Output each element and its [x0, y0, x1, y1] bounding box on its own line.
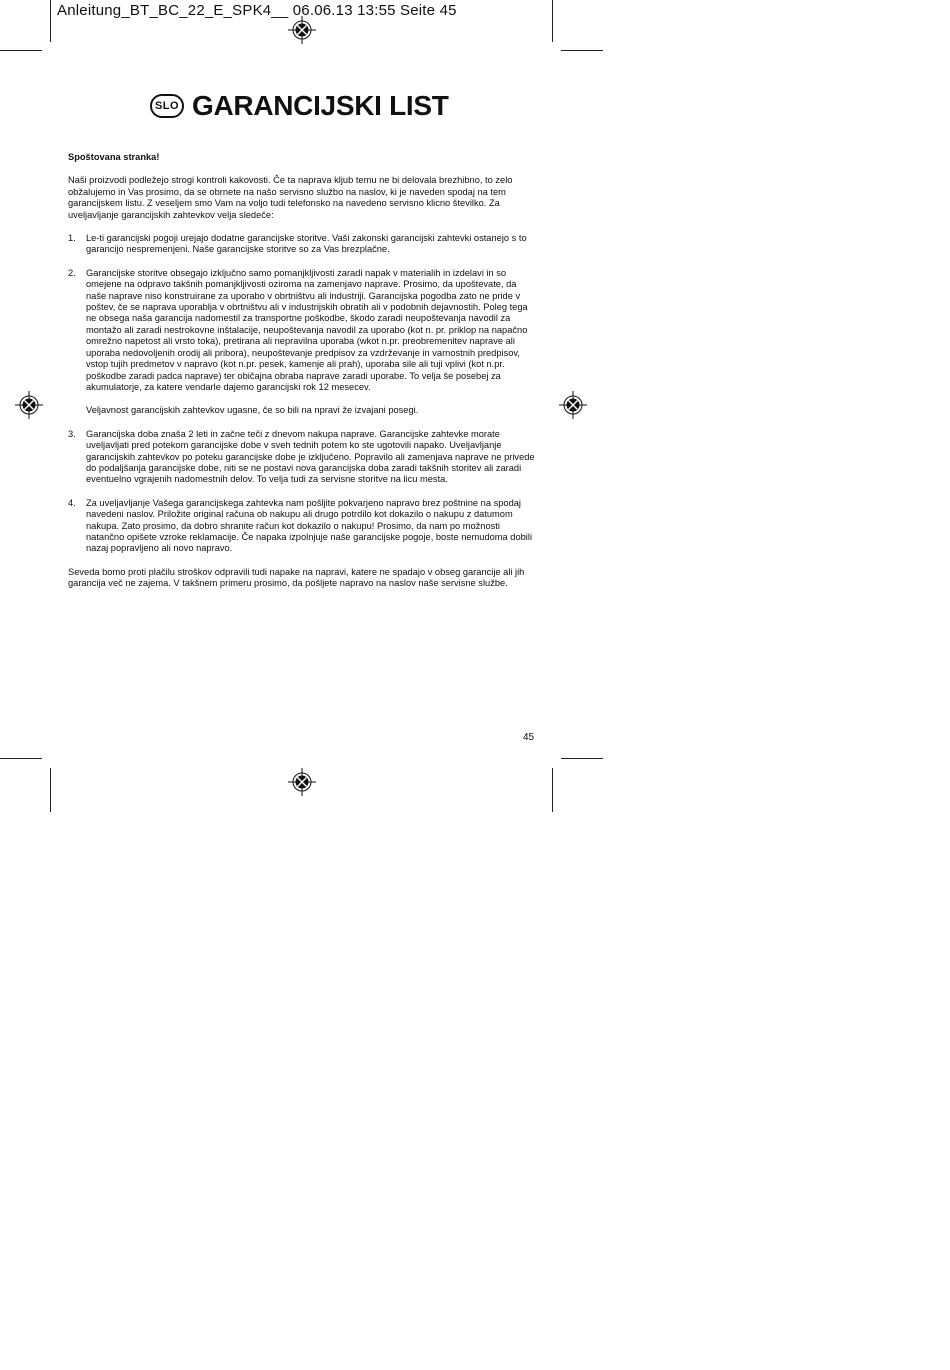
crop-mark	[50, 768, 51, 812]
registration-mark-icon	[288, 768, 316, 796]
print-slug: Anleitung_BT_BC_22_E_SPK4__ 06.06.13 13:55 Seite 45	[57, 2, 457, 19]
intro-paragraph: Naši proizvodi podležejo strogi kontroli kakovosti. Če ta naprava kljub temu ne bi delovala brezhibno, to zelo obžalujemo in Vas prosimo, da se obrnete na našo servisno službo na naslov, ki je naveden spodaj na tem garancijskem listu. Z veseljem smo Vam na voljo tudi telefonsko na navedeno servisno klicno številko. Za uveljavljanje garancijskih zahtevkov velja sledeče:	[68, 175, 513, 220]
list-item-number: 3.	[68, 428, 76, 439]
page-number: 45	[523, 732, 535, 743]
crop-mark	[50, 0, 51, 42]
registration-mark-icon	[559, 391, 587, 419]
crop-mark	[552, 0, 553, 42]
crop-mark	[552, 768, 553, 812]
list-item-text: Garancijske storitve obsegajo izključno samo pomanjkljivosti zaradi napak v materialih in izdelavi in so omejene na odpravo takšnih pomanjkljivosti oziroma na zamenjavo naprave. Prosimo, da upoštevate, da naše naprave niso konstruirane za uporabo v obrtništvu ali industriji. Garancijska pogodba zato ne pride v poštev, če se naprava uporablja v obrtništvu ali v industrijskih obratih ali v podobnih dejavnostih. Poleg tega ne obsega naša garancija nadomestil za transportne poškodbe, škodo zaradi neupoštevanja navodil za montažo ali zaradi nestrokovne inštalacije, neupoštevanja navodil za uporabo (kot n. pr. priklop na napačno omrežno napetost ali vrsto toka), pretirana ali nepravilna uporaba (wkot n.pr. preobremenitev naprave ali uporaba nedovoljenih orodij ali pribora), neupoštevanje predpisov za vzdrževanje in varnostnih predpisov, vstop tujih predmetov v napravo (kot n.pr. pesek, kamenje ali prah), uporaba sile ali tuji vplivi (kot n.pr. poškodbe zaradi padca naprave) ter običajna obraba naprave zaradi uporabe. To velja še posebej za akumulatorje, za katere vendarle dajemo garancijski rok 12 mesecev.	[86, 267, 528, 392]
list-item	[68, 233, 536, 256]
crop-mark	[0, 758, 42, 759]
crop-mark	[0, 50, 42, 51]
language-badge: SLO	[150, 94, 184, 118]
list-item-number: 1.	[68, 233, 76, 244]
warranty-text	[68, 152, 536, 590]
greeting: Spoštovana stranka!	[68, 152, 160, 162]
title-row	[150, 90, 449, 122]
crop-mark	[561, 758, 603, 759]
list-item-text: Za uveljavljanje Vašega garancijskega zahtevka nam pošljite pokvarjeno napravo brez poštnine na spodaj navedeni naslov. Priložite original računa ob nakupu ali drugo potrdilo kot dokazilo o nakupu z datumom nakupa. Zato prosimo, da dobro shranite račun kot dokazilo o nakupu! Prosimo, da nam po možnosti natančno opišete vzroke reklamacije. Če napaka izpolnjuje naše garancijske pogoje, boste nemudoma dobili nazaj popravljeno ali novo napravo.	[86, 497, 533, 554]
registration-mark-icon	[15, 391, 43, 419]
closing-paragraph: Seveda bomo proti plačilu stroškov odpravili tudi napake na napravi, katere ne spadajo v obseg garancije ali jih garancija več ne zajema. V takšnem primeru prosimo, da pošljete napravo na naslov naše servisne službe.	[68, 566, 525, 589]
list-item-text: Le-ti garancijski pogoji urejajo dodatne garancijske storitve. Vaši zakonski garancijski zahtevki ostanejo s to garancijo nespremenjeni. Naše garancijske storitve so za Vas brezplačne.	[86, 233, 527, 255]
list-item-number: 4.	[68, 497, 76, 508]
crop-mark	[561, 50, 603, 51]
list-item-note: Veljavnost garancijskih zahtevkov ugasne, če so bili na npravi že izvajani posegi.	[86, 405, 419, 416]
list-item	[68, 498, 536, 555]
list-item-text: Garancijska doba znaša 2 leti in začne teči z dnevom nakupa naprave. Garancijske zahtevke morate uveljavljati pred potekom garancijske dobe v sveh tednih potem ko ste ugotovili napako. Uveljavljanje garancijskih zahtevkov po poteku garancijske dobe je izključeno. Popravilo ali zamenjava naprave ne privede do podaljšanja garancijske dobe, niti se ne postavi nova garancijska doba zaradi takšnih storitev ali zaradi eventuelno vgrajenih nadomestnih delov. To velja tudi za servisne storitve na licu mesta.	[86, 428, 535, 485]
page-title: GARANCIJSKI LIST	[192, 90, 449, 121]
list-item	[68, 429, 536, 486]
list-item-number: 2.	[68, 267, 76, 278]
list-item	[68, 268, 536, 417]
registration-mark-icon	[288, 16, 316, 44]
